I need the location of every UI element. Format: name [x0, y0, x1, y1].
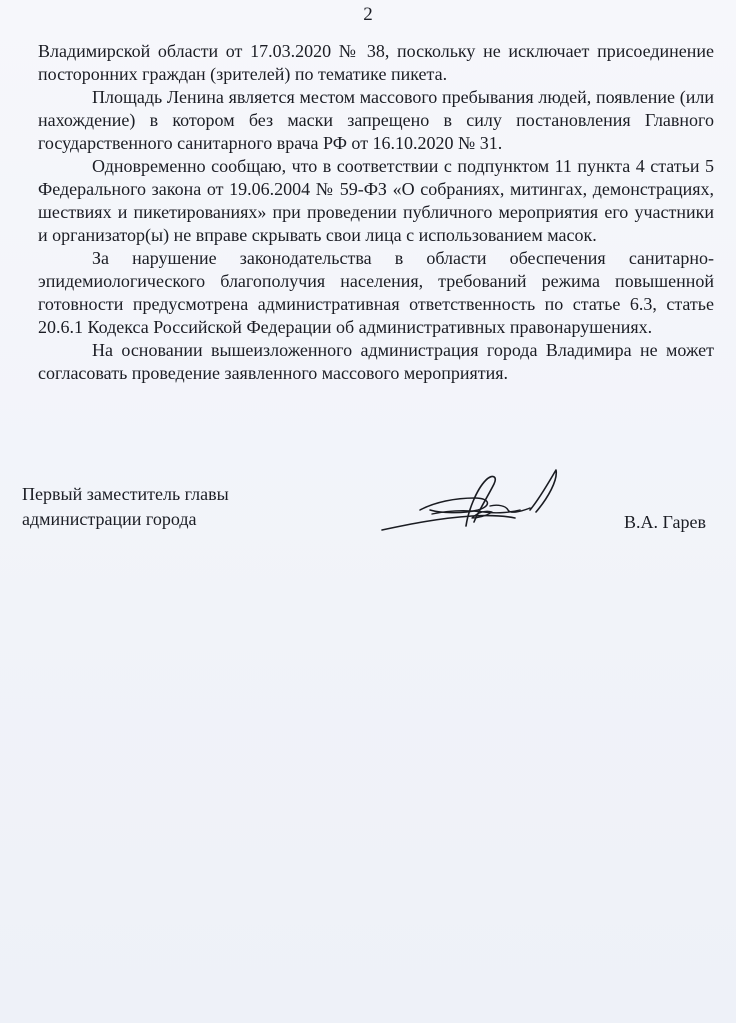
paragraph-1: Владимирской области от 17.03.2020 № 38, поскольку не исключает присоединение посторонних граждан (зрителей) по тематике пикета.	[38, 41, 714, 84]
signatory-name: В.А. Гарев	[624, 512, 706, 532]
paragraph-4: За нарушение законодательства в области обеспечения санитарно-эпидемиологического благополучия населения, требований режима повышенной готовности предусмотрена административная ответственность по статье 6.3, статье 20.6.1 Кодекса Российской Федерации об административных правонарушениях.	[38, 248, 714, 337]
paragraph-2: Площадь Ленина является местом массового пребывания людей, появление (или нахождение) в котором без маски запрещено в силу постановления Главного государственного санитарного врача РФ от 16.10.2020 № 31.	[38, 87, 714, 153]
body-text	[38, 40, 714, 385]
signatory-position-line-2: администрации города	[22, 509, 197, 529]
handwritten-signature	[380, 466, 565, 538]
paragraph-3: Одновременно сообщаю, что в соответствии с подпунктом 11 пункта 4 статьи 5 Федерального закона от 19.06.2004 № 59-ФЗ «О собраниях, митингах, демонстрациях, шествиях и пикетированиях» при проведении публичного мероприятия его участники и организатор(ы) не вправе скрывать свои лица с использованием масок.	[38, 156, 714, 245]
signatory-position	[22, 482, 229, 532]
page-number: 2	[363, 4, 373, 25]
paragraph-5: На основании вышеизложенного администрация города Владимира не может согласовать проведение заявленного массового мероприятия.	[38, 340, 714, 383]
signatory-position-line-1: Первый заместитель главы	[22, 484, 229, 504]
